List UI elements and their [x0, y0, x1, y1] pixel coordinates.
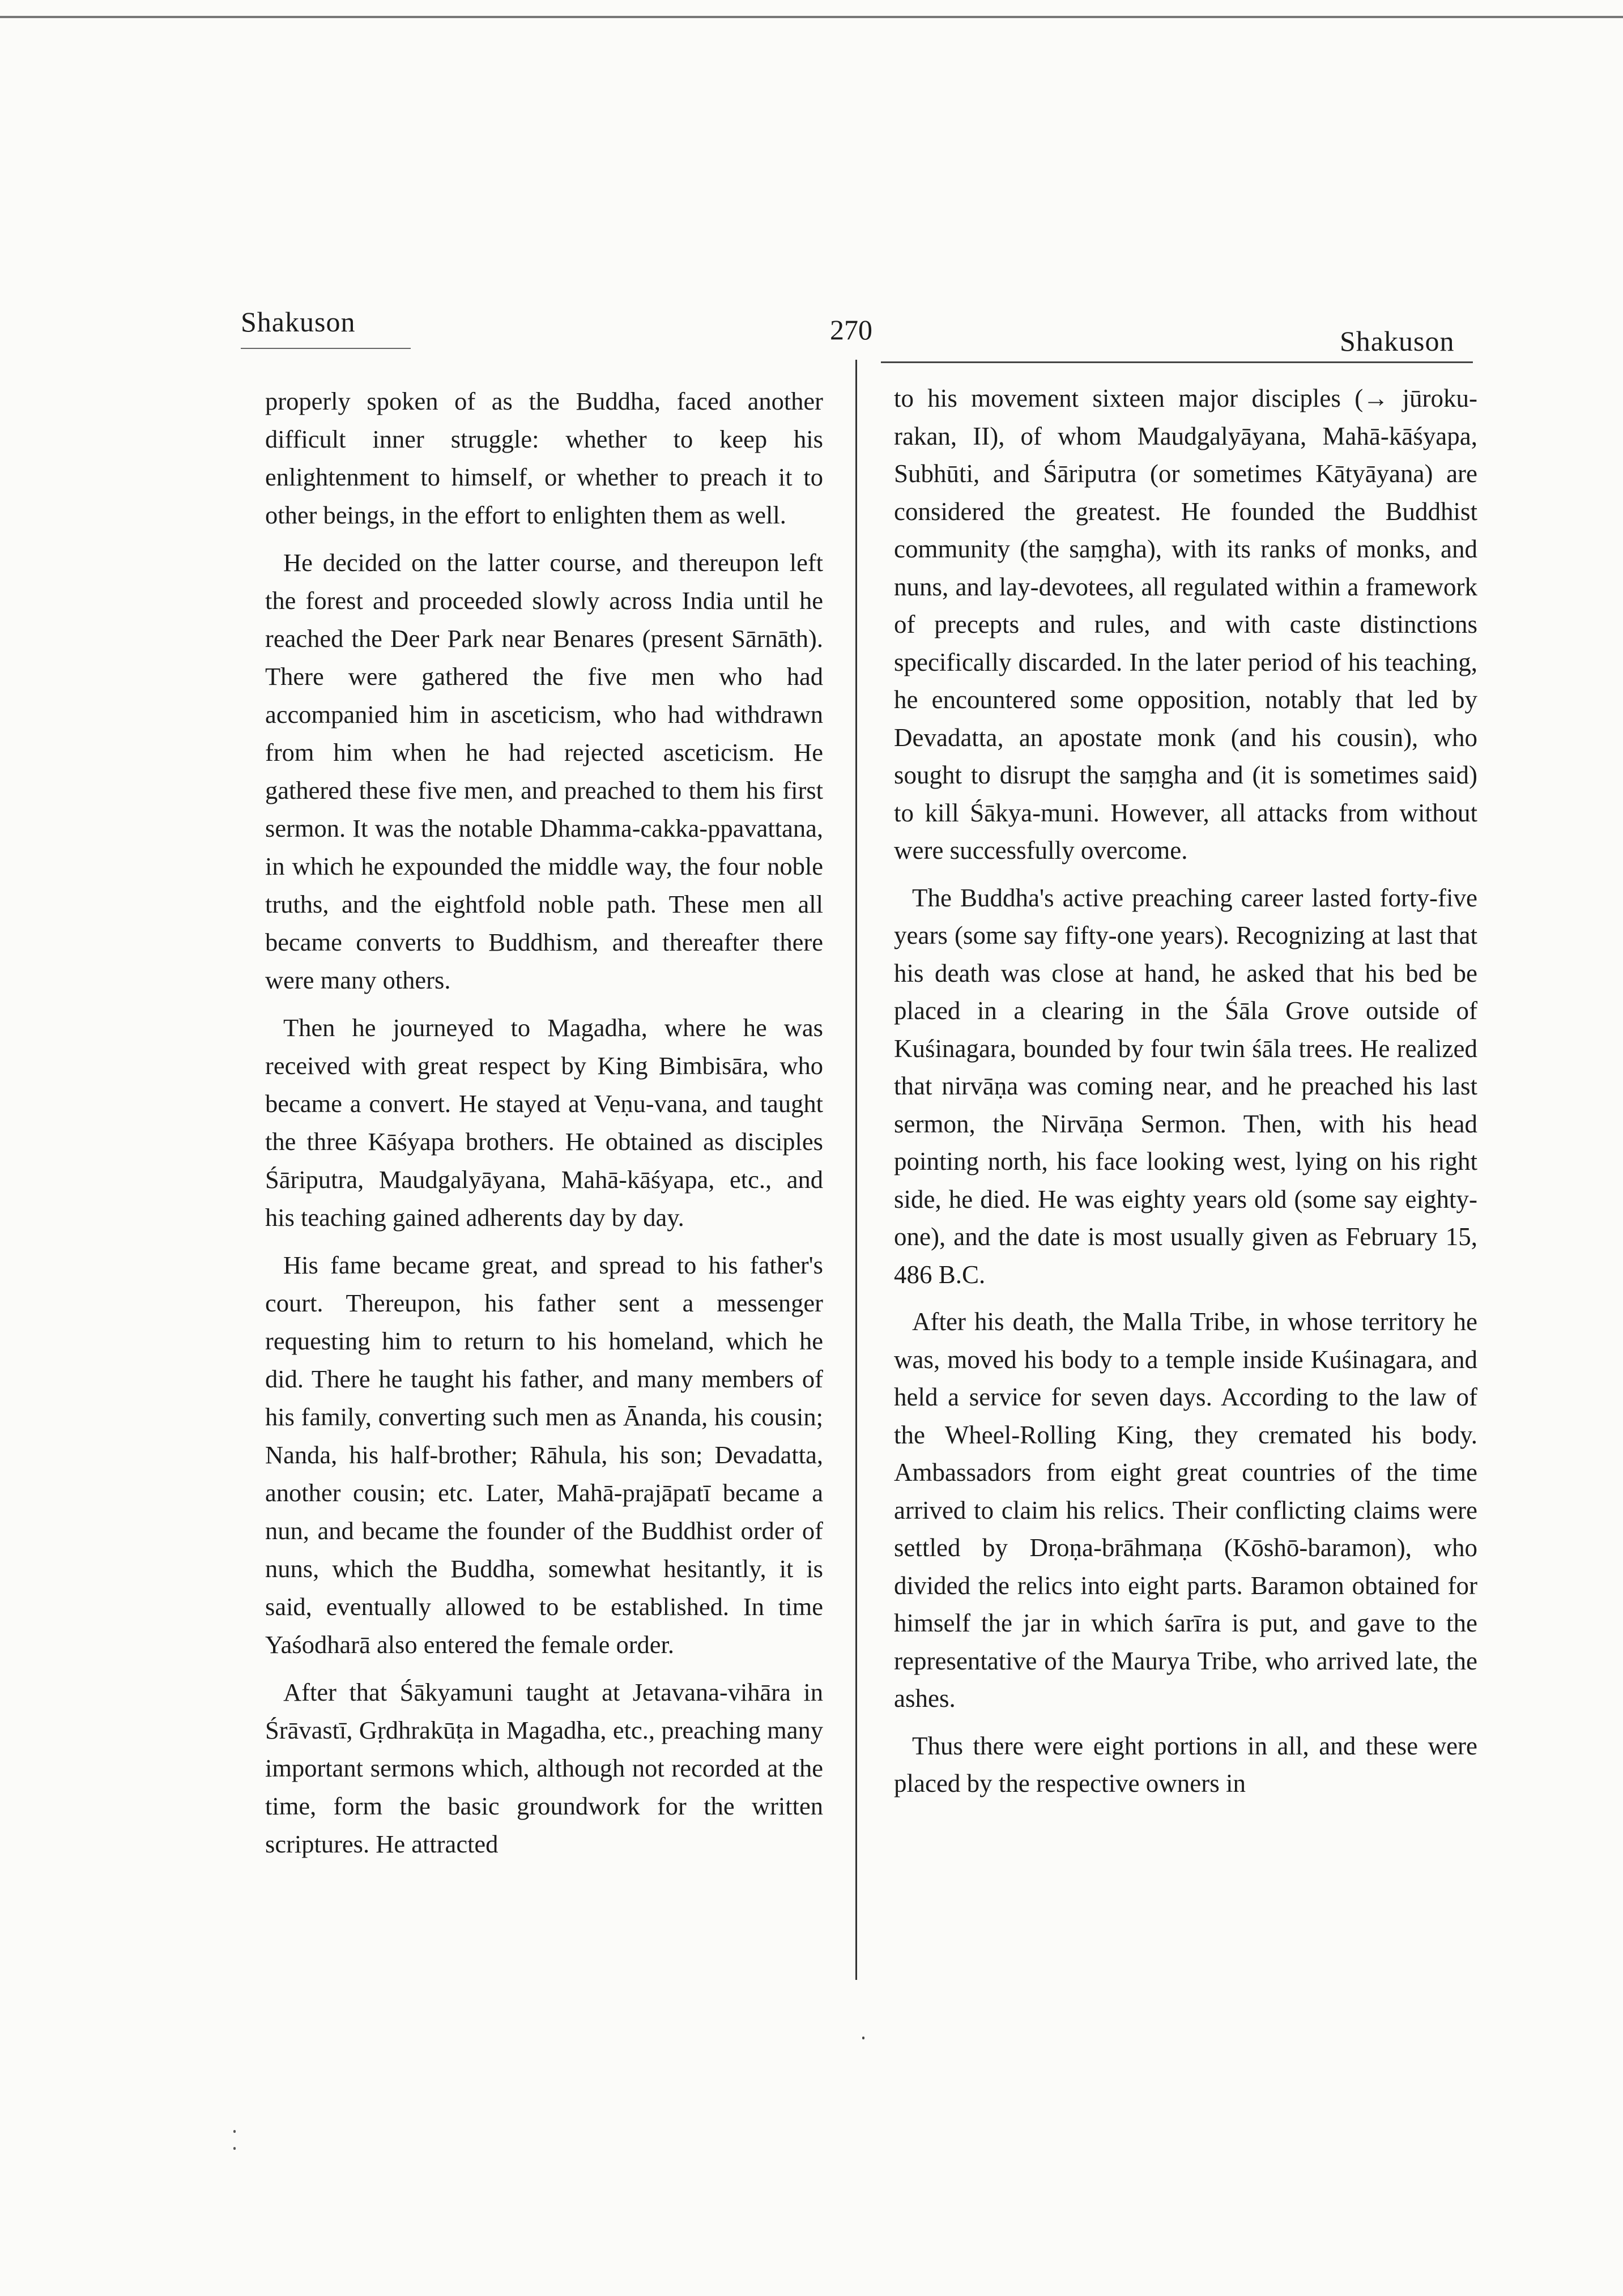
column-divider [855, 360, 857, 1980]
paragraph: The Buddha's active preaching career lasted forty-five years (some say fifty-one years). Recognizing at last that his death was close at hand, he asked that his bed be placed in a clearing in the Śāla Grove outside of Kuśinagara, bounded by four twin śāla trees. He realized that nirvāṇa was coming near, and he preached his last sermon, the Nirvāṇa Sermon. Then, with his head pointing north, his face looking west, lying on his right side, he died. He was eighty years old (some say eighty-one), and the date is most usually given as February 15, 486 B.C. [894, 883, 1477, 1289]
paragraph: Then he journeyed to Magadha, where he was received with great respect by King Bimbisāra, who became a convert. He stayed at Veṇu-vana, and taught the three Kāśyapa brothers. He obtained as disciples Śāriputra, Maudgalyāyana, Mahā-kāśyapa, etc., and his teaching gained adherents day by day. [265, 1013, 823, 1232]
paragraph: to his movement sixteen major disciples (→ jūroku-rakan, II), of whom Maudgalyāyana, Mahā-kāśyapa, Subhūti, and Śāriputra (or sometimes Kātyāyana) are considered the greatest. He founded the Buddhist community (the saṃgha), with its ranks of monks, and nuns, and lay-devotees, all regulated within a framework of precepts and rules, and with caste distinctions specifically discarded. In the later period of his teaching, he encountered some opposition, notably that led by Devadatta, an apostate monk (and his cousin), who sought to disrupt the saṃgha and (it is sometimes said) to kill Śākya-muni. However, all attacks from without were successfully overcome. [894, 384, 1477, 864]
paragraph: Thus there were eight portions in all, and these were placed by the respective owners in [894, 1731, 1477, 1797]
running-head-left: Shakuson [241, 306, 356, 338]
page-top-rule [0, 16, 1623, 18]
header-rule-left [241, 348, 411, 349]
scan-speck [233, 2147, 236, 2150]
paragraph: After that Śākyamuni taught at Jetavana-vihāra in Śrāvastī, Gṛdhrakūṭa in Magadha, etc., preaching many important sermons which, although not recorded at the time, form the basic groundwork for the written scriptures. He attracted [265, 1678, 823, 1858]
running-head-right: Shakuson [1340, 325, 1455, 357]
paragraph: After his death, the Malla Tribe, in whose territory he was, moved his body to a temple inside Kuśinagara, and held a service for seven days. According to the law of the Wheel-Rolling King, they cremated his body. Ambassadors from eight great countries of the time arrived to claim his relics. Their conflicting claims were settled by Droṇa-brāhmaṇa (Kōshō-baramon), who divided the relics into eight parts. Baramon obtained for himself the jar in which śarīra is put, and gave to the representative of the Maurya Tribe, who arrived late, the ashes. [894, 1307, 1477, 1713]
paragraph: properly spoken of as the Buddha, faced another difficult inner struggle: whether to keep his enlightenment to himself, or whether to preach it to other beings, in the effort to enlighten them as well. [265, 387, 823, 529]
scan-speck [233, 2130, 236, 2133]
header-rule-right [881, 361, 1473, 363]
paragraph: His fame became great, and spread to his father's court. Thereupon, his father sent a messenger requesting him to return to his homeland, which he did. There he taught his father, and many members of his family, converting such men as Ānanda, his cousin; Nanda, his half-brother; Rāhula, his son; Devadatta, another cousin; etc. Later, Mahā-prajāpatī became a nun, and became the founder of the Buddhist order of nuns, which the Buddha, somewhat hesitantly, it is said, eventually allowed to be established. In time Yaśodharā also entered the female order. [265, 1251, 823, 1659]
left-text-column [265, 382, 823, 1863]
scan-speck [862, 2037, 864, 2039]
paragraph: He decided on the latter course, and thereupon left the forest and proceeded slowly across India until he reached the Deer Park near Benares (present Sārnāth). There were gathered the five men who had accompanied him in asceticism, who had withdrawn from him when he had rejected asceticism. He gathered these five men, and preached to them his first sermon. It was the notable Dhamma-cakka-ppavattana, in which he expounded the middle way, the four noble truths, and the eightfold noble path. These men all became converts to Buddhism, and thereafter there were many others. [265, 548, 823, 994]
right-text-column [894, 380, 1477, 1803]
page-number: 270 [830, 314, 872, 346]
